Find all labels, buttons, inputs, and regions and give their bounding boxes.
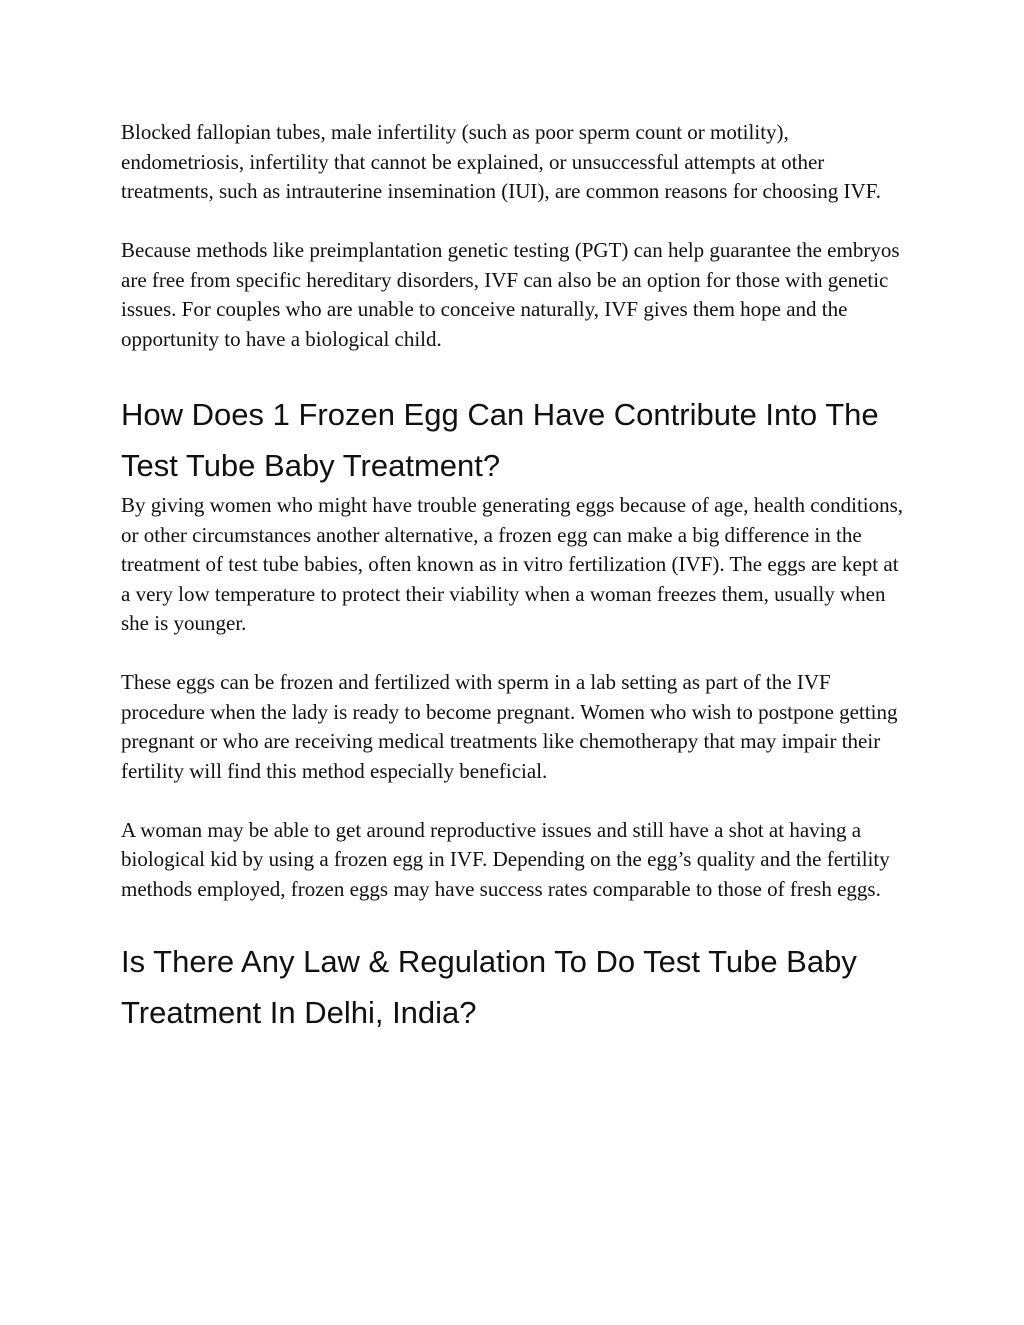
heading-frozen-egg: How Does 1 Frozen Egg Can Have Contribute Into The Test Tube Baby Treatment?: [121, 397, 879, 483]
paragraph-frozen-egg-procedure: These eggs can be frozen and fertilized with sperm in a lab setting as part of the IVF procedure when the lady is ready to become pregnant. Women who wish to postpone getting pregnant or who are receiving medical treatments like chemotherapy that may impair their fertility will find this method especially beneficial.: [121, 670, 898, 783]
paragraph-gap: [121, 639, 911, 669]
heading-law-regulation: Is There Any Law & Regulation To Do Test Tube Baby Treatment In Delhi, India?: [121, 944, 857, 1030]
paragraph-gap: [121, 786, 911, 816]
paragraph-frozen-egg-success: A woman may be able to get around reproductive issues and still have a shot at having a biological kid by using a frozen egg in IVF. Depending on the egg’s quality and the fertility methods employed, frozen eggs may have success rates comparable to those of fresh eggs.: [121, 817, 890, 901]
document-page: [121, 118, 911, 1038]
paragraph-frozen-egg-intro: By giving women who might have trouble generating eggs because of age, health conditions, or other circumstances another alternative, a frozen egg can make a big difference in the treatment of test tube babies, often known as in vitro fertilization (IVF). The eggs are kept at a very low temperature to protect their viability when a woman freezes them, usually when she is younger.: [121, 493, 904, 635]
paragraph-reasons-for-ivf: Blocked fallopian tubes, male infertility (such as poor sperm count or motility), endometriosis, infertility that cannot be explained, or unsuccessful attempts at other treatments, such as intrauterine insemination (IUI), are common reasons for choosing IVF.: [121, 120, 881, 203]
paragraph-gap: [121, 207, 911, 237]
paragraph-genetic-issues: Because methods like preimplantation genetic testing (PGT) can help guarantee the embryos are free from specific hereditary disorders, IVF can also be an option for those with genetic issues. For couples who are unable to conceive naturally, IVF gives them hope and the opportunity to have a biological child.: [121, 238, 900, 351]
